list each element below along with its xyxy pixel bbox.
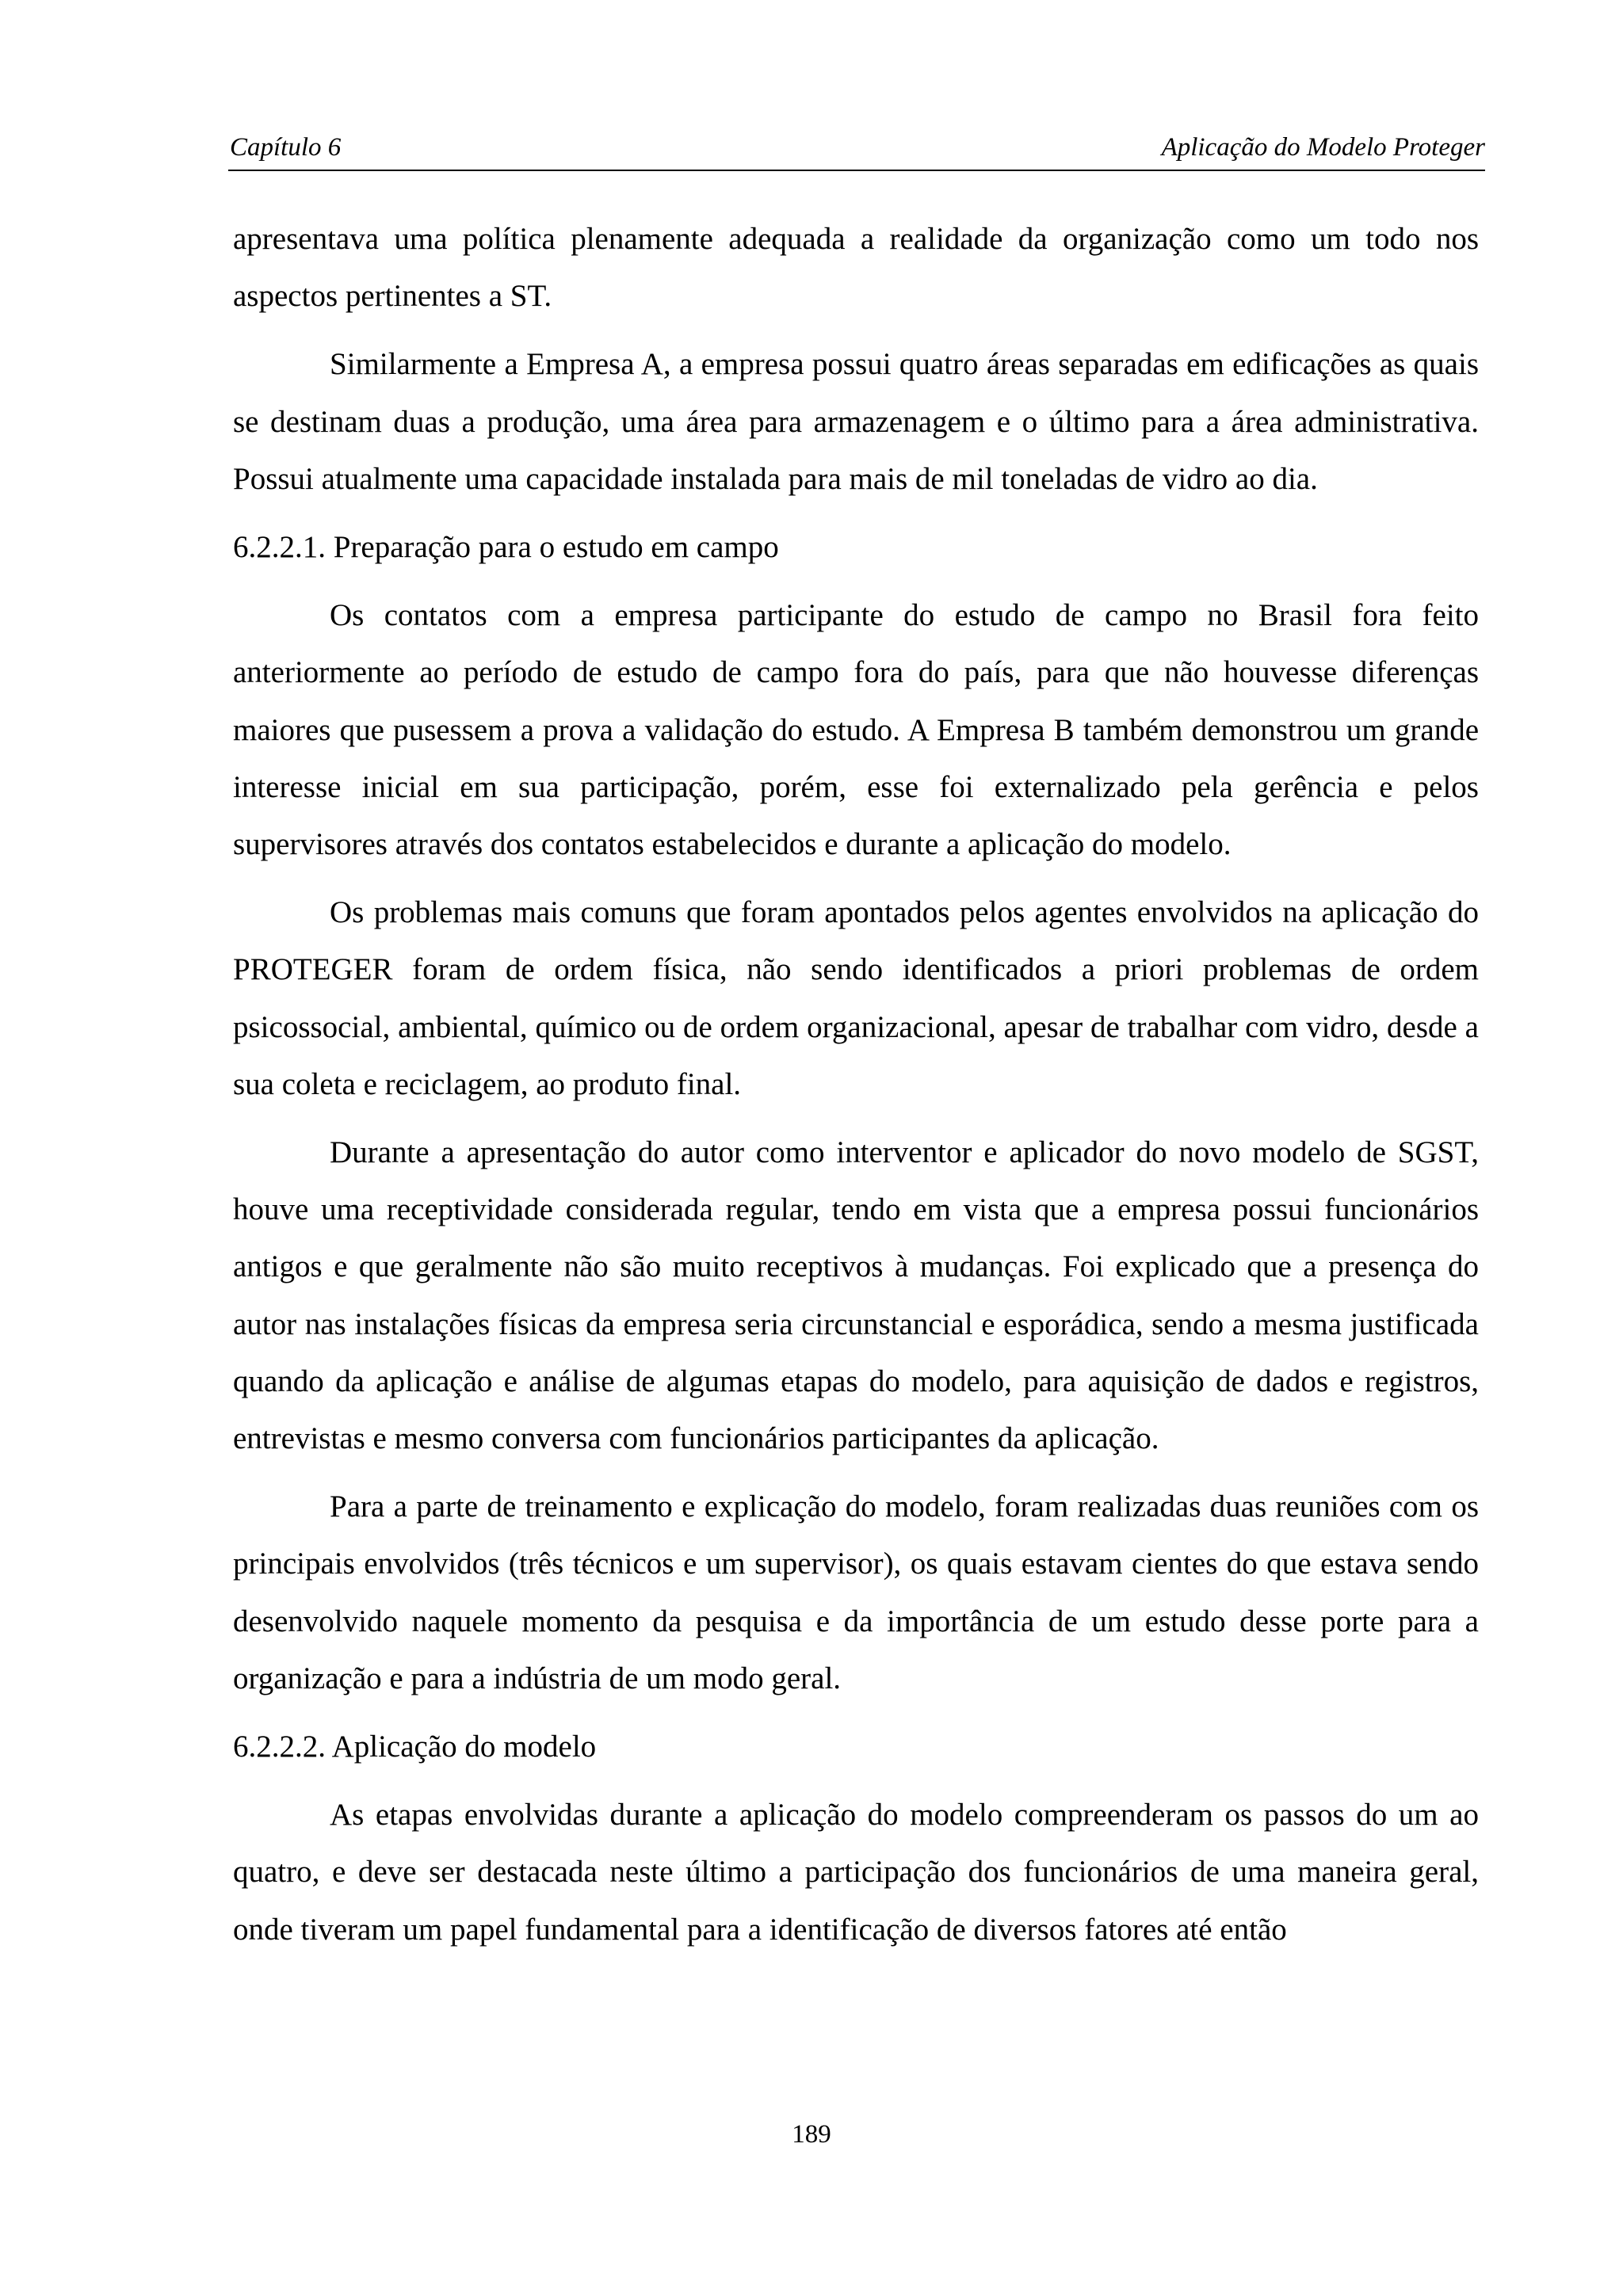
section-heading-aplicacao: 6.2.2.2. Aplicação do modelo [233, 1730, 597, 1764]
page-body [233, 211, 1479, 1970]
paragraph-apresentacao: Durante a apresentação do autor como interventor e aplicador do novo modelo de SGST, houve uma receptividade considerada regular, tendo em vista que a empresa possui funcionários antigos e que geralmente não são muito receptivos à mudanças. Foi explicado que a presença do autor nas instalações físicas da empresa seria circunstancial e esporádica, sendo a mesma justificada quando da aplicação e análise de algumas etapas do modelo, para aquisição de dados e registros, entrevistas e mesmo conversa com funcionários participantes da aplicação. [233, 1135, 1479, 1456]
paragraph-etapas: As etapas envolvidas durante a aplicação do modelo compreenderam os passos do um ao quatro, e deve ser destacada neste último a participação dos funcionários de uma maneira geral, onde tiveram um papel fundamental para a identificação de diversos fatores até então [233, 1798, 1479, 1947]
running-header [228, 132, 1485, 171]
paragraph-treinamento: Para a parte de treinamento e explicação do modelo, foram realizadas duas reuniões com os principais envolvidos (três técnicos e um supervisor), os quais estavam cientes do que estava sendo desenvolvido naquele momento da pesquisa e da importância de um estudo desse porte para a organização e para a indústria de um modo geral. [233, 1489, 1479, 1695]
header-chapter: Capítulo 6 [230, 133, 342, 162]
paragraph-problemas: Os problemas mais comuns que foram apontados pelos agentes envolvidos na aplicação do PROTEGER foram de ordem física, não sendo identificados a priori problemas de ordem psicossocial, ambiental, químico ou de ordem organizacional, apesar de trabalhar com vidro, desde a sua coleta e reciclagem, ao produto final. [233, 895, 1479, 1101]
section-heading-preparacao: 6.2.2.1. Preparação para o estudo em campo [233, 530, 779, 565]
paragraph-continued: apresentava uma política plenamente adequada a realidade da organização como um todo nos aspectos pertinentes a ST. [233, 222, 1479, 314]
header-section-title: Aplicação do Modelo Proteger [1161, 133, 1485, 162]
paragraph-empresa-areas: Similarmente a Empresa A, a empresa possui quatro áreas separadas em edificações as quais se destinam duas a produção, uma área para armazenagem e o último para a área administrativa. Possui atualmente uma capacidade instalada para mais de mil toneladas de vidro ao dia. [233, 347, 1479, 496]
paragraph-contatos: Os contatos com a empresa participante do estudo de campo no Brasil fora feito anteriormente ao período de estudo de campo fora do país, para que não houvesse diferenças maiores que pusessem a prova a validação do estudo. A Empresa B também demonstrou um grande interesse inicial em sua participação, porém, esse foi externalizado pela gerência e pelos supervisores através dos contatos estabelecidos e durante a aplicação do modelo. [233, 598, 1479, 862]
page-number: 189 [792, 2120, 831, 2149]
